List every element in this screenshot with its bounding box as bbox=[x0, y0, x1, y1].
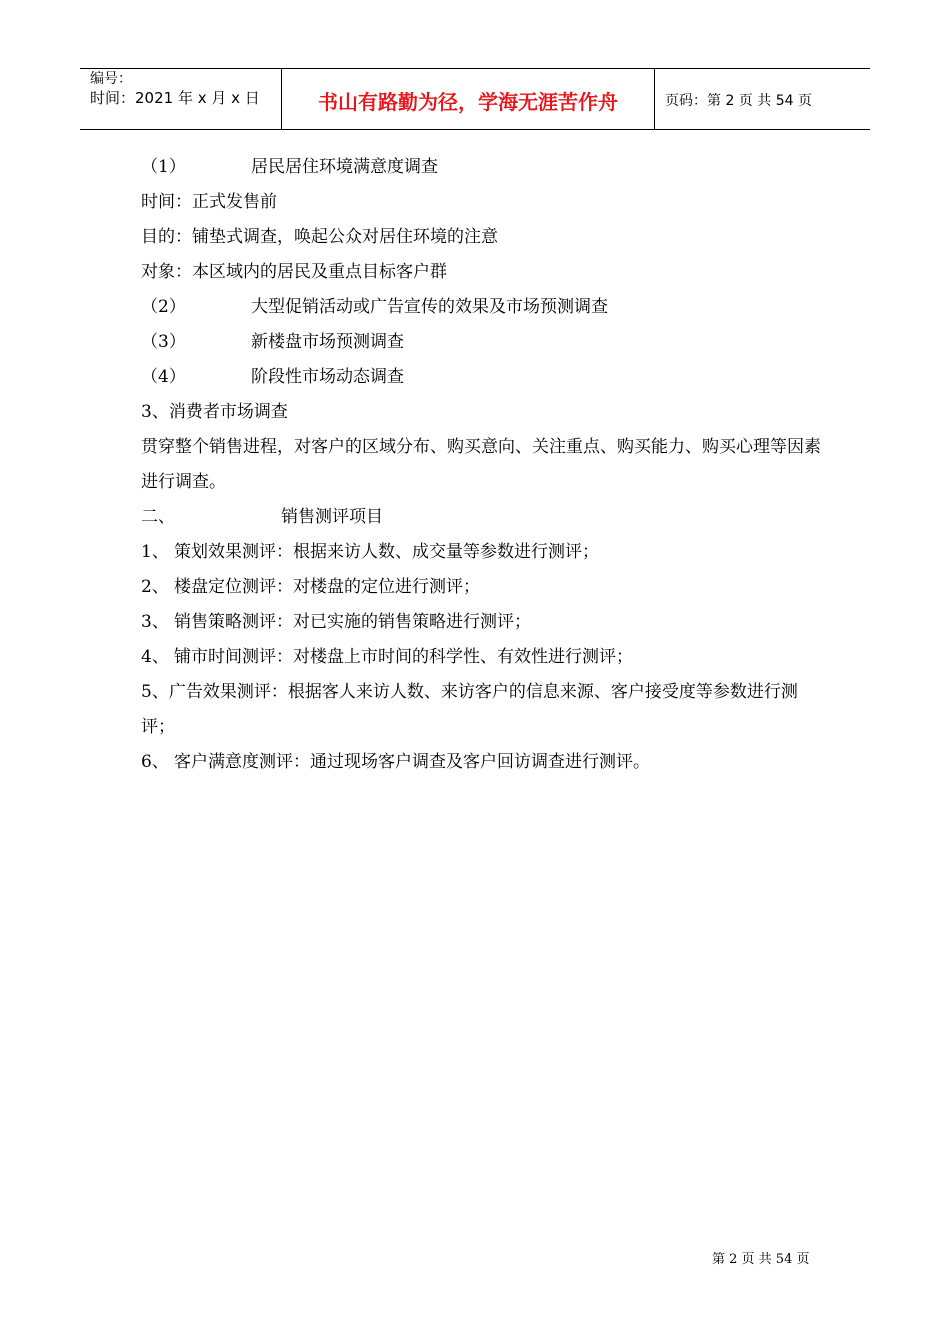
list-item bbox=[141, 570, 821, 605]
list-item bbox=[141, 325, 821, 360]
list-item bbox=[141, 150, 821, 185]
item-text: 铺市时间测评：对楼盘上市时间的科学性、有效性进行测评； bbox=[174, 647, 633, 667]
document-date: 时间：2021 年 x 月 x 日 bbox=[90, 89, 260, 107]
item-number: （2） bbox=[141, 297, 186, 317]
document-body bbox=[141, 150, 821, 780]
time-line: 时间：正式发售前 bbox=[141, 192, 277, 212]
item-number: （4） bbox=[141, 367, 186, 387]
item-text: 楼盘定位测评：对楼盘的定位进行测评； bbox=[174, 577, 480, 597]
list-item bbox=[141, 745, 821, 780]
target-line: 对象：本区域内的居民及重点目标客户群 bbox=[141, 262, 447, 282]
header-motto-cell bbox=[282, 69, 655, 129]
item-text: 大型促销活动或广告宣传的效果及市场预测调查 bbox=[251, 297, 608, 317]
item-text: 阶段性市场动态调查 bbox=[251, 367, 404, 387]
paragraph: 贯穿整个销售进程，对客户的区域分布、购买意向、关注重点、购买能力、购买心理等因素进行调查。 bbox=[141, 437, 821, 492]
header-page-cell bbox=[655, 69, 870, 129]
item-number: 2、 bbox=[141, 577, 169, 597]
item-number: （1） bbox=[141, 157, 186, 177]
section-heading: 3、消费者市场调查 bbox=[141, 402, 288, 422]
header-page-number: 页码：第 2 页 共 54 页 bbox=[665, 93, 812, 109]
purpose-line: 目的：铺垫式调查，唤起公众对居住环境的注意 bbox=[141, 227, 498, 247]
list-item bbox=[141, 605, 821, 640]
section-number: 二、 bbox=[141, 507, 175, 527]
item-number: （3） bbox=[141, 332, 186, 352]
item-text: 新楼盘市场预测调查 bbox=[251, 332, 404, 352]
item-text: 策划效果测评：根据来访人数、成交量等参数进行测评； bbox=[174, 542, 599, 562]
header-motto: 书山有路勤为径，学海无涯苦作舟 bbox=[318, 90, 618, 114]
item-number: 3、 bbox=[141, 612, 169, 632]
section-heading bbox=[141, 500, 821, 535]
item-number: 6、 bbox=[141, 752, 169, 772]
item-text: 居民居住环境满意度调查 bbox=[251, 157, 438, 177]
header-info-cell bbox=[80, 69, 282, 129]
section-title: 销售测评项目 bbox=[281, 507, 383, 527]
list-item: 5、广告效果测评：根据客人来访人数、来访客户的信息来源、客户接受度等参数进行测评； bbox=[141, 682, 798, 737]
list-item bbox=[141, 360, 821, 395]
list-item bbox=[141, 535, 821, 570]
item-number: 4、 bbox=[141, 647, 169, 667]
document-number-label: 编号： bbox=[90, 71, 132, 87]
item-number: 1、 bbox=[141, 542, 169, 562]
list-item bbox=[141, 640, 821, 675]
item-text: 销售策略测评：对已实施的销售策略进行测评； bbox=[174, 612, 531, 632]
page-header bbox=[80, 68, 870, 130]
list-item bbox=[141, 290, 821, 325]
footer-page-number: 第 2 页 共 54 页 bbox=[712, 1252, 810, 1267]
item-text: 客户满意度测评：通过现场客户调查及客户回访调查进行测评。 bbox=[174, 752, 650, 772]
